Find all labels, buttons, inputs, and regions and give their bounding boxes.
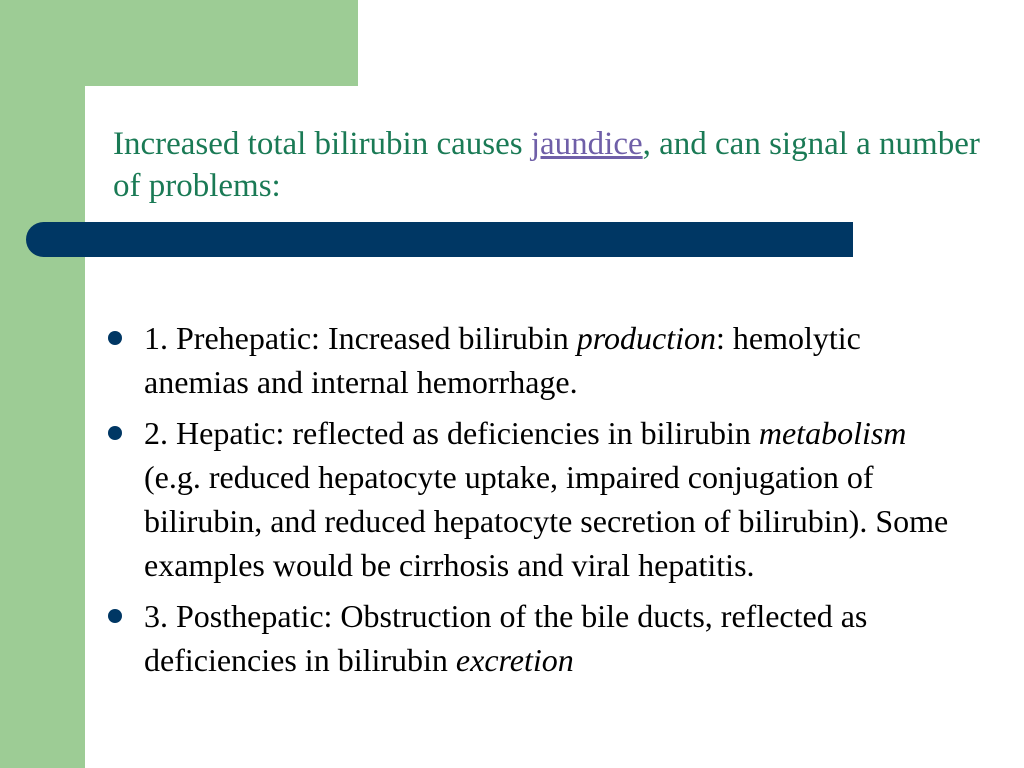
bullet-text: 2. Hepatic: reflected as deficiencies in bilirubin xyxy=(144,415,759,451)
bullet-emphasis: excretion xyxy=(455,642,574,678)
bullet-dot-icon xyxy=(108,331,122,345)
green-side-band xyxy=(0,0,85,768)
bullet-dot-icon xyxy=(108,609,122,623)
bullet-text: 1. Prehepatic: Increased bilirubin xyxy=(144,320,577,356)
bullet-text: 3. Posthepatic: Obstruction of the bile ducts, reflected as deficiencies in bilirubin xyxy=(144,598,868,678)
slide-title xyxy=(113,123,993,207)
bullet-prehepatic xyxy=(106,316,966,404)
title-divider-bar xyxy=(26,222,853,257)
title-text-before: Increased total bilirubin causes xyxy=(113,126,531,162)
bullet-posthepatic xyxy=(106,594,966,682)
bullet-dot-icon xyxy=(108,426,122,440)
green-top-band xyxy=(0,0,358,86)
bullet-hepatic xyxy=(106,411,966,587)
bullet-text: : hemolytic anemias and internal hemorrhage. xyxy=(144,320,861,400)
bullet-list xyxy=(106,316,966,689)
bullet-emphasis: production xyxy=(576,320,716,356)
title-text-after: , and can signal a number of problems: xyxy=(113,126,980,204)
bullet-text: (e.g. reduced hepatocyte uptake, impaired conjugation of bilirubin, and reduced hepatocyte secretion of bilirubin). Some examples would be cirrhosis and viral hepatitis. xyxy=(144,459,949,583)
jaundice-link[interactable]: jaundice xyxy=(530,126,643,162)
bullet-emphasis: metabolism xyxy=(758,415,907,451)
